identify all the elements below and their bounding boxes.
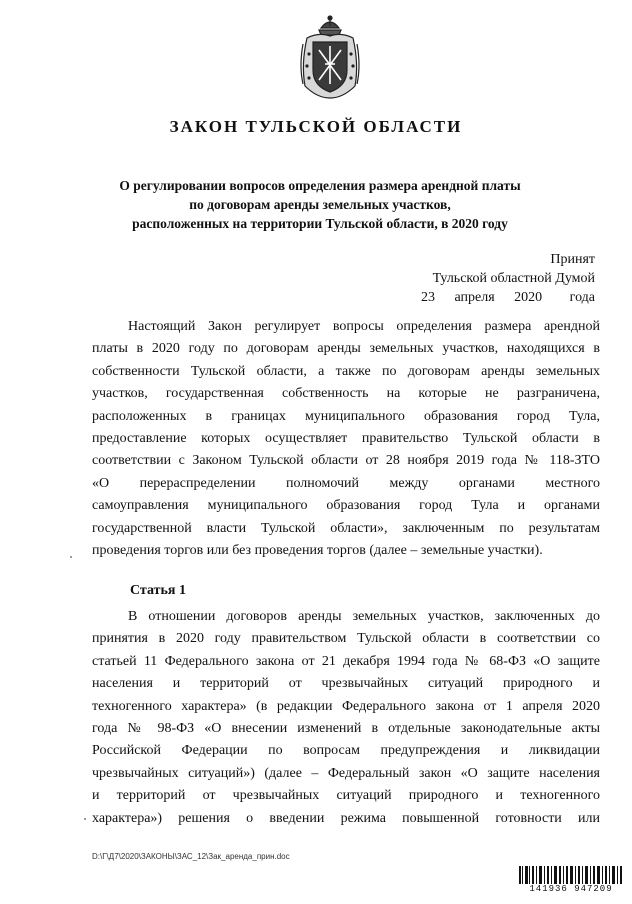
text-line: характера») решения о введении режима повышенной готовности или <box>92 810 600 826</box>
text-line: Настоящий Закон регулирует вопросы определения размера арендной <box>128 319 600 334</box>
subject-line: по договорам аренды земельных участков, <box>189 197 451 212</box>
subject-line: О регулировании вопросов определения размера арендной платы <box>119 178 521 193</box>
adoption-line-1: Принят <box>550 252 595 267</box>
text-line: и территорий от чрезвычайных ситуаций природного и техногенного <box>92 788 600 804</box>
article-1-heading: Статья 1 <box>130 583 186 598</box>
adoption-block <box>421 250 595 307</box>
text-line: государственной власти Тульской области», заключенным по результатам <box>92 520 600 536</box>
text-line: принятия в 2020 году правительством Тульской области в соответствии со <box>92 631 600 647</box>
adoption-date <box>421 288 595 307</box>
article-1-paragraph <box>92 606 600 830</box>
text-line: проведения торгов или без проведения торгов (далее – земельные участки). <box>92 542 543 558</box>
text-line: собственности Тульской области, а также по договорам аренды земельных <box>92 363 600 379</box>
law-title: ЗАКОН ТУЛЬСКОЙ ОБЛАСТИ <box>169 117 463 136</box>
text-line: соответствии с Законом Тульской области от 28 ноября 2019 года № 118-ЗТО <box>92 453 600 469</box>
text-line: «О перераспределении полномочий между органами местного <box>92 475 600 491</box>
text-line: статьей 11 Федерального закона от 21 декабря 1994 года № 68-ФЗ «О защите <box>92 653 600 669</box>
text-line: населения и территорий от чрезвычайных ситуаций природного и <box>92 676 600 692</box>
text-line: Российской Федерации по вопросам предупреждения и ликвидации <box>92 743 600 759</box>
text-line: расположенных в границах муниципального образования город Тула, <box>92 408 600 424</box>
text-line: платы в 2020 году по договорам аренды земельных участков, находящихся в <box>92 341 600 357</box>
text-line: предоставление которых осуществляет правительство Тульской области в <box>92 430 600 446</box>
barcode-number: 141936 947209 <box>517 884 625 895</box>
text-line: самоуправления муниципального образования город Тула и органами <box>92 498 600 514</box>
text-line: техногенного характера» (в редакции Федерального закона от 1 апреля 2020 <box>92 698 600 714</box>
adoption-year: 2020 <box>514 290 543 305</box>
text-line: года № 98-ФЗ «О внесении изменений в отдельные законодательные акты <box>92 720 600 736</box>
scan-speck <box>84 818 86 820</box>
text-line: чрезвычайных ситуаций») (далее – Федеральный закон «О защите населения <box>92 765 600 781</box>
preamble-paragraph <box>92 316 600 562</box>
adoption-day: 23 <box>421 290 435 305</box>
text-line: участков, государственная собственность на которые не разграничена, <box>92 386 600 402</box>
tula-coat-of-arms-icon <box>297 14 363 100</box>
law-subject <box>60 176 580 233</box>
scan-speck <box>70 556 72 558</box>
text-line: В отношении договоров аренды земельных участков, заключенных до <box>128 609 600 624</box>
file-path-footer: D:\Г\Д7\2020\ЗАКОНЫ\ЗАС_12\Зак_аренда_прин.doc <box>92 852 290 861</box>
subject-line: расположенных на территории Тульской области, в 2020 году <box>132 216 508 231</box>
adoption-month: апреля <box>454 290 495 305</box>
adoption-line-2: Тульской областной Думой <box>432 271 595 286</box>
adoption-year-word: года <box>569 290 595 305</box>
